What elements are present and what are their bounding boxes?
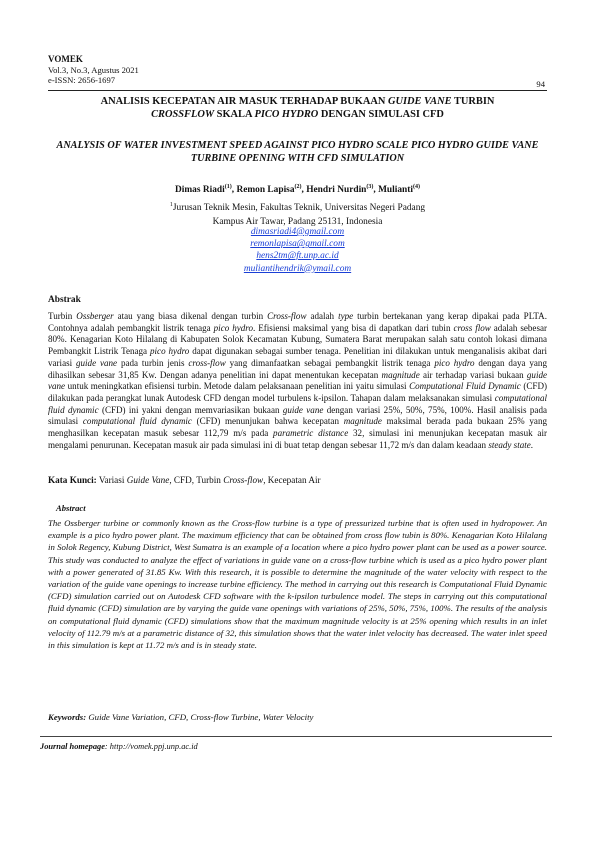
- italic-term: guide vane: [76, 357, 118, 368]
- italic-term: Ossberger: [76, 311, 114, 321]
- abstract-heading: Abstract: [56, 503, 86, 513]
- text-run: . Efisiensi maksimal yang bisa di dapatkan dari tubin: [253, 322, 454, 333]
- keywords: [48, 712, 547, 722]
- header-rule: [48, 90, 547, 91]
- italic-term: pico hydro: [213, 322, 253, 333]
- author-name: Dimas Riadi: [175, 185, 225, 196]
- italic-term: cross-flow: [188, 357, 226, 368]
- abstract-body: The Ossberger turbine or commonly known as the Cross-flow turbine is a type of pressurized turbine that is often used in hydropower. An example is a pico hydro power plant. The maximum efficiency that can be obtained from cross flow tubin is 80%. Kenagarian Koto Hilalang in Solok Regency, Kubung District, West Sumatra is an example of a location where a pico hydro power plant can be used as a power source. This study was conducted to analyze the effect of variations in guide vane on a cross-flow turbine which is used as a pico hydro power plant with a power generated of 31.85 Kw. With this research, it is possible to determine the magnitude of the water velocity with respect to the variation of the guide vane openings to increase turbine efficiency. The method in carrying out this research is Computational Fluid Dynamic (CFD) simulation carried out on Autodesk CFD software with the k-ipsilon turbulence model. The steps in carrying out this computational fluid dynamic (CFD) simulation are by varying the guide vane openings with variations of 25%, 50%, 75%, 100%. The results of the analysis on computational fluid dynamic (CFD) simulations show that the maximum magnitude velocity is at 25% opening which results in an inlet velocity of 112.79 m/s at a parametric distance of 32, this simulation shows that the water inlet velocity has decreased. The water inlet speed in this simulation is kept at 11.72 m/s and is in steady state.: [48, 518, 547, 651]
- italic-term: guide vane: [282, 404, 324, 415]
- italic-term: Cross-flow: [267, 311, 307, 321]
- italic-term: Cross-flow: [223, 475, 264, 485]
- abstrak-heading: Abstrak: [48, 295, 81, 305]
- italic-term: parametric distance: [273, 428, 349, 439]
- kata-kunci: [48, 475, 547, 485]
- italic-term: cross flow: [453, 322, 491, 333]
- text-run: adalah sebesar 80%. Kenagarian Koto Hilalang di Kabupaten Solok Kecamatan Kubung, Sumatera Barat merupakan salah satu contoh lokasi dimana Pembangkit Listrik Tenaga: [48, 322, 547, 357]
- author-name: Hendri Nurdin: [306, 185, 367, 196]
- author-affiliation-marker: (4): [412, 184, 420, 190]
- title-id-part: SKALA: [214, 109, 255, 120]
- author-separator: ,: [301, 185, 307, 196]
- italic-term: pico hydro: [434, 357, 475, 368]
- text-run: , Kecepatan Air: [263, 475, 321, 485]
- author-separator: ,: [231, 185, 237, 196]
- text-run: air terhadap variasi bukaan: [419, 369, 527, 380]
- journal-issn: e-ISSN: 2656-1697: [48, 75, 116, 86]
- footer-rule: [40, 736, 552, 737]
- journal-homepage: [40, 742, 198, 751]
- affiliation-line: Jurusan Teknik Mesin, Fakultas Teknik, Universitas Negeri Padang: [172, 203, 426, 214]
- running-header: [48, 54, 139, 86]
- kata-kunci-text: [97, 475, 321, 485]
- text-run: , CFD, Turbin: [169, 475, 224, 485]
- text-run: Turbin: [48, 311, 77, 321]
- italic-term: magnitude: [381, 369, 420, 380]
- text-run: dengan variasi 25%, 50%, 75%, 100%. Hasil analisis pada simulasi: [48, 404, 547, 427]
- keywords-text: Guide Vane Variation, CFD, Cross-flow Turbine, Water Velocity: [86, 712, 314, 722]
- italic-term: computational fluid dynamic: [48, 392, 547, 415]
- title-english: ANALYSIS OF WATER INVESTMENT SPEED AGAINST PICO HYDRO SCALE PICO HYDRO GUIDE VANE TURBINE OPENING WITH CFD SIMULATION: [56, 140, 539, 164]
- affiliation: [40, 198, 555, 229]
- email-link[interactable]: remonlapisa@gmail.com: [250, 239, 345, 250]
- email-link[interactable]: dimasriadi4@gmail.com: [250, 227, 345, 237]
- title-indonesian: [40, 95, 555, 121]
- author-name: Remon Lapisa: [236, 185, 295, 196]
- author-affiliation-marker: (1): [224, 184, 232, 190]
- homepage-url[interactable]: : http://vomek.ppj.unp.ac.id: [104, 742, 198, 751]
- author-name: Mulianti: [378, 185, 413, 196]
- author-affiliation-marker: (2): [294, 184, 302, 190]
- text-run: adalah: [306, 311, 339, 321]
- text-run: (CFD) dilakukan pada perangkat lunak Autodesk CFD dengan model turbulens k-ipsilon. Tahapan dalam melaksanakan simulasi: [48, 381, 547, 403]
- kata-kunci-label: Kata Kunci:: [48, 475, 97, 485]
- text-run: maksimal berada pada bukaan 25% yang menghasilkan kecepatan masuk sebesar 112,79 m/s pada: [48, 416, 547, 439]
- text-run: Variasi: [96, 475, 127, 485]
- title-id-part: ANALISIS KECEPATAN AIR MASUK TERHADAP BUKAAN: [100, 96, 388, 107]
- title-id-part: TURBIN: [451, 96, 495, 107]
- text-run: (CFD) menunjukan bahwa kecepatan: [191, 416, 344, 427]
- title-id-italic: PICO HYDRO: [254, 109, 319, 120]
- italic-term: guide vane: [48, 369, 547, 392]
- journal-name: VOMEK: [48, 54, 83, 64]
- email-link[interactable]: muliantihendrik@ymail.com: [243, 263, 352, 274]
- text-run: atau yang biasa dikenal dengan turbin: [113, 311, 268, 321]
- text-run: (CFD) ini yakni dengan memvariasikan bukaan: [98, 404, 283, 415]
- author-separator: ,: [373, 185, 379, 196]
- text-run: pada turbin jenis: [117, 357, 189, 368]
- homepage-label: Journal homepage: [40, 742, 105, 751]
- title-id-italic: GUIDE VANE: [387, 96, 452, 107]
- page-number: 94: [536, 79, 545, 89]
- text-run: dapat digunakan sebagai sumber tenaga. Penelitian ini dilakukan untuk menganalisis akibat dari variasi: [48, 346, 548, 368]
- affiliation-marker: 1: [169, 202, 173, 208]
- text-run: .: [530, 439, 534, 450]
- italic-term: computational fluid dynamic: [82, 416, 192, 427]
- text-run: 32, simulasi ini menunjukan kecepatan masuk air mengalami penurunan. Kecepatan masuk air pada simulasi ini di buat tetap dengan sebesar 11,72 m/s dan dalam keadaan: [48, 428, 547, 450]
- text-run: untuk meningkatkan efisiensi turbin. Metode dalam pelaksanaan penelitian ini yaitu simulasi: [65, 381, 410, 392]
- italic-term: Guide Vane: [126, 475, 170, 485]
- text-run: yang dimanfaatkan sebagai pembangkit listrik tenaga: [225, 357, 435, 368]
- email-link[interactable]: hens2tm@ft.unp.ac.id: [256, 251, 339, 262]
- abstrak-body: [48, 311, 547, 451]
- italic-term: Computational Fluid Dynamic: [409, 381, 521, 392]
- journal-volume: Vol.3, No.3, Agustus 2021: [48, 64, 139, 75]
- author-affiliation-marker: (3): [366, 184, 374, 190]
- keywords-label: Keywords:: [48, 712, 87, 722]
- italic-term: pico hydro: [150, 346, 190, 357]
- title-id-italic: CROSSFLOW: [151, 109, 215, 120]
- text-run: turbin bertekanan yang kerap dipakai pada PLTA. Contohnya adalah pembangkit listrik tenaga: [48, 311, 547, 333]
- title-id-part: DENGAN SIMULASI CFD: [318, 109, 444, 120]
- text-run: dengan daya yang dihasilkan sebesar 31,85 Kw. Dengan adanya penelitian ini dapat menentukan kecepatan: [48, 357, 547, 380]
- email-list: [40, 226, 555, 275]
- italic-term: type: [338, 311, 354, 321]
- italic-term: magnitude: [343, 416, 382, 427]
- italic-term: steady state: [488, 439, 531, 450]
- author-list: [40, 184, 555, 195]
- affiliation-line: Kampus Air Tawar, Padang 25131, Indonesia: [212, 217, 383, 228]
